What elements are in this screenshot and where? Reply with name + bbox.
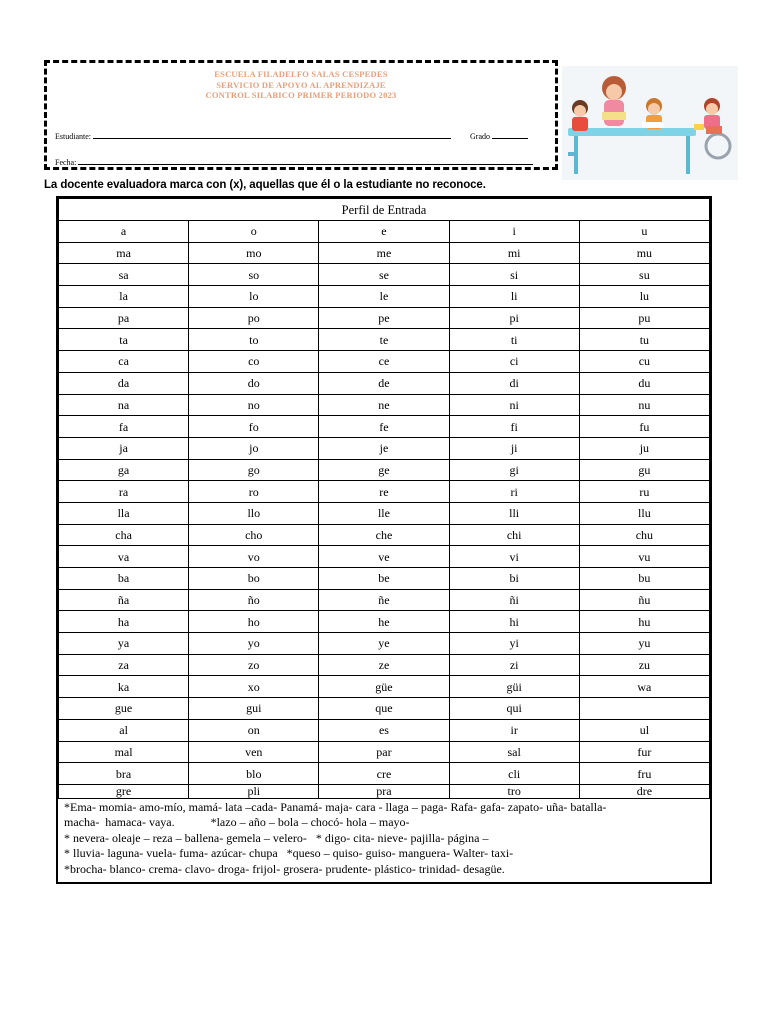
syllable-cell[interactable]: gue: [59, 698, 189, 720]
table-row: [59, 676, 710, 698]
syllable-cell[interactable]: che: [319, 524, 449, 546]
syllable-cell[interactable]: di: [449, 372, 579, 394]
syllable-cell[interactable]: ge: [319, 459, 449, 481]
syllable-cell[interactable]: cha: [59, 524, 189, 546]
syllable-cell[interactable]: se: [319, 264, 449, 286]
syllable-cell[interactable]: ya: [59, 633, 189, 655]
syllable-cell[interactable]: a: [59, 221, 189, 243]
student-field[interactable]: [55, 131, 451, 141]
syllable-cell[interactable]: ve: [319, 546, 449, 568]
syllable-cell[interactable]: i: [449, 221, 579, 243]
syllable-cell[interactable]: on: [189, 719, 319, 741]
syllable-cell[interactable]: güi: [449, 676, 579, 698]
table-row: [59, 589, 710, 611]
syllable-cell[interactable]: ñu: [579, 589, 709, 611]
syllable-cell[interactable]: chu: [579, 524, 709, 546]
word-line-2: macha- hamaca- vaya. *lazo – año – bola – chocó- hola – mayo-: [64, 815, 410, 830]
syllable-cell[interactable]: co: [189, 351, 319, 373]
syllable-cell[interactable]: nu: [579, 394, 709, 416]
syllable-cell[interactable]: mal: [59, 741, 189, 763]
syllable-cell[interactable]: lla: [59, 502, 189, 524]
instruction-text: La docente evaluadora marca con (x), aquellas que él o la estudiante no reconoce.: [44, 179, 486, 191]
syllable-cell[interactable]: si: [449, 264, 579, 286]
syllable-cell[interactable]: o: [189, 221, 319, 243]
syllable-cell[interactable]: vi: [449, 546, 579, 568]
syllable-cell[interactable]: bi: [449, 568, 579, 590]
syllable-cell[interactable]: tu: [579, 329, 709, 351]
syllable-cell[interactable]: ño: [189, 589, 319, 611]
syllable-cell[interactable]: lo: [189, 286, 319, 308]
table-row: [59, 286, 710, 308]
syllable-cell[interactable]: su: [579, 264, 709, 286]
syllable-cell[interactable]: dre: [579, 784, 709, 798]
table-row: [59, 763, 710, 785]
date-field[interactable]: [55, 157, 533, 167]
syllable-cell[interactable]: zo: [189, 654, 319, 676]
word-line-5: *brocha- blanco- crema- clavo- droga- frijol- grosera- prudente- plástico- trinidad- desagüe.: [64, 861, 505, 876]
syllable-cell[interactable]: gre: [59, 784, 189, 798]
syllable-cell[interactable]: he: [319, 611, 449, 633]
syllable-cell[interactable]: be: [319, 568, 449, 590]
table-row: [59, 611, 710, 633]
syllable-cell[interactable]: ña: [59, 589, 189, 611]
syllable-cell[interactable]: ho: [189, 611, 319, 633]
syllable-cell[interactable]: fe: [319, 416, 449, 438]
syllable-cell[interactable]: za: [59, 654, 189, 676]
syllable-cell[interactable]: mi: [449, 242, 579, 264]
syllable-cell[interactable]: yo: [189, 633, 319, 655]
syllable-cell[interactable]: fru: [579, 763, 709, 785]
syllable-cell[interactable]: bu: [579, 568, 709, 590]
table-row: [59, 502, 710, 524]
syllable-cell[interactable]: pu: [579, 307, 709, 329]
syllable-cell[interactable]: ti: [449, 329, 579, 351]
syllable-cell[interactable]: pi: [449, 307, 579, 329]
syllable-cell[interactable]: tro: [449, 784, 579, 798]
syllable-cell[interactable]: pa: [59, 307, 189, 329]
syllable-cell[interactable]: ma: [59, 242, 189, 264]
syllable-cell[interactable]: va: [59, 546, 189, 568]
syllable-cell[interactable]: fa: [59, 416, 189, 438]
syllable-cell[interactable]: ze: [319, 654, 449, 676]
grade-label: Grado: [470, 132, 490, 141]
table-row: [59, 741, 710, 763]
syllable-cell[interactable]: sal: [449, 741, 579, 763]
syllable-cell[interactable]: yu: [579, 633, 709, 655]
syllable-cell[interactable]: pli: [189, 784, 319, 798]
syllable-cell[interactable]: par: [319, 741, 449, 763]
syllable-cell[interactable]: yi: [449, 633, 579, 655]
syllable-cell[interactable]: chi: [449, 524, 579, 546]
syllable-cell[interactable]: mo: [189, 242, 319, 264]
syllable-cell[interactable]: ri: [449, 481, 579, 503]
syllable-cell[interactable]: so: [189, 264, 319, 286]
syllable-cell[interactable]: zu: [579, 654, 709, 676]
syllable-cell[interactable]: da: [59, 372, 189, 394]
table-row: [59, 264, 710, 286]
table-row: [59, 372, 710, 394]
syllable-cell[interactable]: zi: [449, 654, 579, 676]
service-name: SERVICIO DE APOYO AL APRENDIZAJE: [216, 79, 386, 90]
syllable-table: [56, 196, 712, 884]
table-row: [59, 329, 710, 351]
syllable-cell[interactable]: blo: [189, 763, 319, 785]
table-row: [59, 524, 710, 546]
syllable-cell[interactable]: llo: [189, 502, 319, 524]
word-line-3: * nevera- oleaje – reza – ballena- gemela – velero- * digo- cita- nieve- pajilla- página –: [64, 830, 489, 845]
syllable-cell[interactable]: ñe: [319, 589, 449, 611]
syllable-cell[interactable]: ni: [449, 394, 579, 416]
syllable-cell[interactable]: no: [189, 394, 319, 416]
syllable-cell[interactable]: hi: [449, 611, 579, 633]
syllable-cell[interactable]: ka: [59, 676, 189, 698]
header-box: [44, 60, 558, 170]
syllable-cell[interactable]: gui: [189, 698, 319, 720]
syllable-cell[interactable]: na: [59, 394, 189, 416]
syllable-cell[interactable]: ta: [59, 329, 189, 351]
syllable-cell[interactable]: ja: [59, 437, 189, 459]
table-row: [59, 654, 710, 676]
table-row: [59, 394, 710, 416]
syllable-cell[interactable]: fo: [189, 416, 319, 438]
syllable-cell[interactable]: al: [59, 719, 189, 741]
table-row: [59, 719, 710, 741]
table-row: [59, 698, 710, 720]
table-row: [59, 307, 710, 329]
syllable-cell[interactable]: ro: [189, 481, 319, 503]
table-row: [59, 351, 710, 373]
syllable-cell[interactable]: me: [319, 242, 449, 264]
syllable-cell[interactable]: fi: [449, 416, 579, 438]
syllable-cell[interactable]: pe: [319, 307, 449, 329]
grade-field[interactable]: [470, 131, 528, 141]
teacher-children-reading-icon: [562, 66, 738, 180]
syllable-cell[interactable]: ru: [579, 481, 709, 503]
syllable-cell[interactable]: ñi: [449, 589, 579, 611]
syllable-cell[interactable]: vo: [189, 546, 319, 568]
syllable-cell[interactable]: ne: [319, 394, 449, 416]
syllable-cell[interactable]: bo: [189, 568, 319, 590]
table-row: [59, 221, 710, 243]
student-line[interactable]: [93, 131, 451, 139]
syllable-cell[interactable]: gu: [579, 459, 709, 481]
syllable-cell[interactable]: lu: [579, 286, 709, 308]
table-row: [59, 416, 710, 438]
syllable-cell[interactable]: güe: [319, 676, 449, 698]
school-name: ESCUELA FILADELFO SALAS CESPEDES: [214, 69, 388, 79]
table-row: [59, 784, 710, 798]
word-list: [58, 799, 710, 877]
table-row: [59, 437, 710, 459]
table-title: Perfil de Entrada: [59, 199, 710, 221]
syllable-cell[interactable]: ji: [449, 437, 579, 459]
control-title: CONTROL SILABICO PRIMER PERIODO 2023: [205, 90, 397, 100]
syllable-cell[interactable]: fur: [579, 741, 709, 763]
syllable-cell[interactable]: je: [319, 437, 449, 459]
syllable-cell[interactable]: gi: [449, 459, 579, 481]
student-label: Estudiante:: [55, 132, 91, 141]
syllable-cell[interactable]: mu: [579, 242, 709, 264]
syllable-cell[interactable]: te: [319, 329, 449, 351]
syllable-cell[interactable]: li: [449, 286, 579, 308]
syllable-cell[interactable]: sa: [59, 264, 189, 286]
syllable-cell[interactable]: cre: [319, 763, 449, 785]
syllable-cell[interactable]: ir: [449, 719, 579, 741]
syllable-cell[interactable]: lle: [319, 502, 449, 524]
table-row: [59, 568, 710, 590]
syllable-cell[interactable]: [579, 698, 709, 720]
syllable-cell[interactable]: lli: [449, 502, 579, 524]
syllable-cell[interactable]: ven: [189, 741, 319, 763]
syllable-cell[interactable]: vu: [579, 546, 709, 568]
syllable-cell[interactable]: do: [189, 372, 319, 394]
syllable-cell[interactable]: go: [189, 459, 319, 481]
syllable-cell[interactable]: ra: [59, 481, 189, 503]
table-row: [59, 633, 710, 655]
grade-line[interactable]: [492, 131, 528, 139]
syllable-cell[interactable]: re: [319, 481, 449, 503]
table-row: [59, 459, 710, 481]
word-line-1: *Ema- momia- amo-mío, mamá- lata –cada- Panamá- maja- cara - llaga – paga- Rafa- gafa- zapato- uña- batalla-: [64, 799, 607, 814]
syllable-cell[interactable]: bra: [59, 763, 189, 785]
school-heading: [47, 69, 555, 101]
syllable-cell[interactable]: le: [319, 286, 449, 308]
syllable-cell[interactable]: cli: [449, 763, 579, 785]
syllable-cell[interactable]: llu: [579, 502, 709, 524]
syllable-cell[interactable]: ga: [59, 459, 189, 481]
syllable-cell[interactable]: ci: [449, 351, 579, 373]
date-line[interactable]: [78, 157, 533, 165]
table-row: [59, 546, 710, 568]
syllable-cell[interactable]: es: [319, 719, 449, 741]
syllable-cell[interactable]: fu: [579, 416, 709, 438]
syllable-cell[interactable]: que: [319, 698, 449, 720]
syllable-cell[interactable]: ju: [579, 437, 709, 459]
syllable-cell[interactable]: wa: [579, 676, 709, 698]
syllable-cell[interactable]: ca: [59, 351, 189, 373]
syllable-cell[interactable]: ba: [59, 568, 189, 590]
syllable-cell[interactable]: hu: [579, 611, 709, 633]
syllable-cell[interactable]: u: [579, 221, 709, 243]
table-row: [59, 242, 710, 264]
syllable-cell[interactable]: la: [59, 286, 189, 308]
syllable-cell[interactable]: xo: [189, 676, 319, 698]
word-line-4: * lluvia- laguna- vuela- fuma- azúcar- chupa *queso – quiso- guiso- manguera- Walter- taxi-: [64, 846, 514, 861]
syllable-cell[interactable]: pra: [319, 784, 449, 798]
syllable-cell[interactable]: ce: [319, 351, 449, 373]
date-label: Fecha:: [55, 158, 77, 167]
syllable-cell[interactable]: ul: [579, 719, 709, 741]
syllable-cell[interactable]: cu: [579, 351, 709, 373]
syllable-cell[interactable]: du: [579, 372, 709, 394]
syllable-cell[interactable]: to: [189, 329, 319, 351]
syllable-cell[interactable]: ha: [59, 611, 189, 633]
syllable-cell[interactable]: cho: [189, 524, 319, 546]
syllable-cell[interactable]: e: [319, 221, 449, 243]
syllable-cell[interactable]: qui: [449, 698, 579, 720]
syllable-cell[interactable]: jo: [189, 437, 319, 459]
table-row: [59, 481, 710, 503]
syllable-cell[interactable]: po: [189, 307, 319, 329]
syllable-cell[interactable]: de: [319, 372, 449, 394]
syllable-cell[interactable]: ye: [319, 633, 449, 655]
